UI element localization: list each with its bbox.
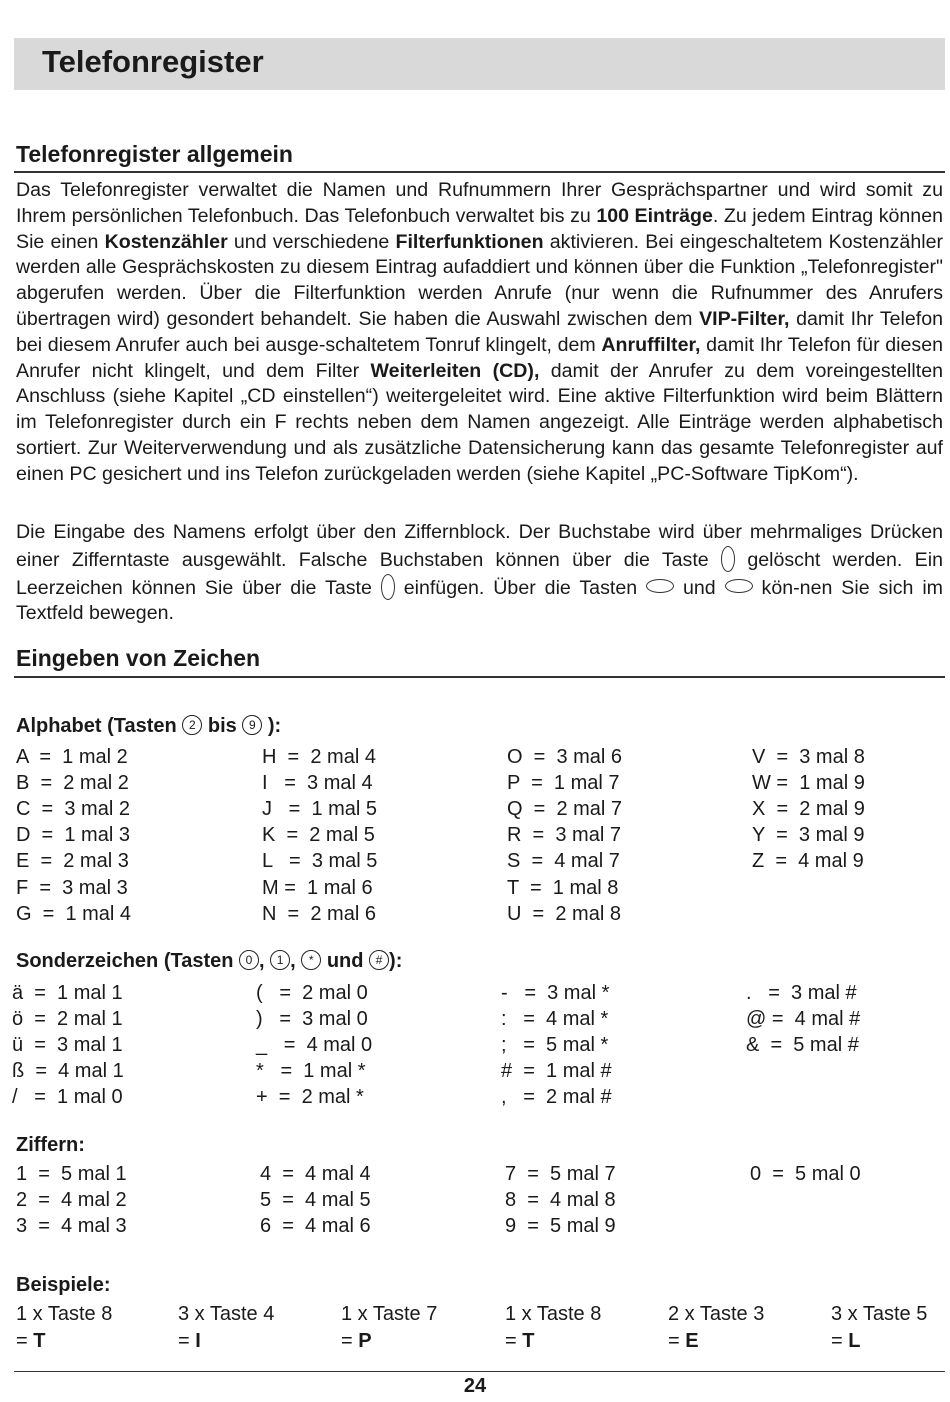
key-star-icon: *: [301, 950, 321, 970]
alphabet-label: Alphabet (Tasten 2 bis 9 ):: [16, 715, 282, 737]
example-item: [831, 1301, 927, 1355]
table-cell: - = 3 mal *: [501, 982, 610, 1004]
table-cell: . = 3 mal #: [746, 982, 857, 1004]
table-cell: I = 3 mal 4: [262, 772, 373, 795]
section-heading-input: Eingeben von Zeichen: [16, 645, 261, 671]
table-cell: U = 2 mal 8: [507, 902, 621, 925]
table-cell: Q = 2 mal 7: [507, 798, 623, 821]
example-keys: 1 x Taste 7: [341, 1303, 438, 1325]
text-run: und: [674, 576, 725, 599]
bold-text: 100 Einträge: [596, 204, 713, 227]
example-result: T: [33, 1330, 46, 1352]
equals-sign: =: [831, 1330, 849, 1352]
example-keys: 1 x Taste 8: [505, 1303, 602, 1325]
key-oval-icon: [721, 546, 735, 572]
example-item: [668, 1301, 764, 1355]
table-cell: V = 3 mal 8: [752, 746, 865, 768]
table-cell: + = 2 mal *: [256, 1086, 364, 1109]
table-cell: & = 5 mal #: [746, 1034, 859, 1057]
table-cell: D = 1 mal 3: [16, 824, 130, 847]
divider: [14, 676, 945, 678]
text-run: . Zu jedem Eintrag können Sie einen: [16, 204, 943, 253]
text-run: damit der Anrufer zu dem voreingestellten Anschluss (siehe Kapitel „CD einstellen“) weitergeleitet wird. Eine aktive Filterfunktion wird beim Blättern im Telefonregister durch ein F rechts neben dem Namen angezeigt. Alle Einträge werden alphabetisch sortiert. Zur Weiterverwendung und als zusätzliche Datensicherung kann das gesamte Telefonregister auf einen PC gesichert und ins Telefon zurückgeladen werden (siehe Kapitel „PC-Software TipKom“).: [16, 359, 943, 485]
table-cell: J = 1 mal 5: [262, 798, 378, 821]
text-run: aktivieren. Bei eingeschaltetem Kostenzähler werden alle Gesprächskosten zu diesem Eintrag aufaddiert und können über die Funktion „Telefonregister" abgerufen werden. Über die Filterfunktion werden Anrufe (nur wenn die Rufnummer des Anrufers übertragen wird) gesondert behandelt. Sie haben die Auswahl zwischen dem: [16, 230, 943, 330]
table-cell: ß = 4 mal 1: [12, 1060, 124, 1083]
text-run: damit Ihr Telefon für diesen Anrufer nicht klingelt, und dem Filter: [16, 333, 943, 382]
table-cell: ; = 5 mal *: [501, 1034, 609, 1057]
example-keys: 3 x Taste 5: [831, 1303, 928, 1325]
example-item: [178, 1301, 274, 1355]
table-cell: ü = 3 mal 1: [12, 1034, 123, 1057]
table-cell: L = 3 mal 5: [262, 850, 378, 873]
table-cell: N = 2 mal 6: [262, 902, 376, 925]
table-cell: 8 = 4 mal 8: [505, 1189, 616, 1212]
equals-sign: =: [178, 1330, 196, 1352]
text-run: kön-nen Sie sich im Textfeld bewegen.: [16, 576, 943, 625]
example-item: [505, 1301, 601, 1355]
table-cell: 9 = 5 mal 9: [505, 1215, 616, 1238]
key-hash-icon: #: [369, 950, 389, 970]
table-cell: K = 2 mal 5: [262, 824, 375, 847]
table-cell: W = 1 mal 9: [752, 772, 865, 795]
key-0-icon: 0: [239, 950, 259, 970]
key-oval-icon: [381, 574, 395, 600]
table-cell: * = 1 mal *: [256, 1060, 366, 1083]
key-1-icon: 1: [270, 950, 290, 970]
arrow-key-icon: [725, 579, 753, 593]
digits-label: Ziffern:: [16, 1134, 85, 1156]
table-cell: 5 = 4 mal 5: [260, 1189, 371, 1212]
example-result: I: [195, 1330, 201, 1352]
table-cell: E = 2 mal 3: [16, 850, 129, 873]
example-result: T: [522, 1330, 535, 1352]
page-number: 24: [463, 1375, 487, 1397]
example-result: E: [685, 1330, 699, 1352]
input-paragraph: [16, 520, 943, 627]
bold-text: VIP-Filter,: [699, 307, 790, 330]
special-label: Sonderzeichen (Tasten 0 , 1 , * und # ):: [16, 950, 403, 972]
table-cell: F = 3 mal 3: [16, 876, 128, 899]
bold-text: Weiterleiten (CD),: [370, 359, 540, 382]
text-run: und verschiedene: [227, 230, 396, 253]
table-cell: / = 1 mal 0: [12, 1086, 123, 1109]
table-cell: 7 = 5 mal 7: [505, 1163, 616, 1185]
table-cell: R = 3 mal 7: [507, 824, 621, 847]
table-cell: Y = 3 mal 9: [752, 824, 865, 847]
key-2-icon: 2: [182, 715, 202, 735]
example-keys: 1 x Taste 8: [16, 1303, 113, 1325]
table-cell: 2 = 4 mal 2: [16, 1189, 127, 1212]
text-run: damit Ihr Telefon bei diesem Anrufer auch bei ausge-schaltetem Tonruf klingelt, dem: [16, 307, 944, 356]
table-cell: @ = 4 mal #: [746, 1008, 861, 1031]
table-cell: 0 = 5 mal 0: [750, 1163, 861, 1185]
table-cell: H = 2 mal 4: [262, 746, 376, 768]
table-cell: M = 1 mal 6: [262, 876, 373, 899]
example-item: [341, 1301, 437, 1355]
text-run: gelöscht werden. Ein Leerzeichen können Sie über die Taste: [16, 548, 943, 599]
table-cell: ä = 1 mal 1: [12, 982, 123, 1004]
equals-sign: =: [16, 1330, 34, 1352]
table-cell: Z = 4 mal 9: [752, 850, 864, 873]
bold-text: Filterfunktionen: [395, 230, 544, 253]
bold-text: Anruffilter,: [601, 333, 701, 356]
section-heading-general: Telefonregister allgemein: [16, 141, 293, 167]
table-cell: 3 = 4 mal 3: [16, 1215, 127, 1238]
table-cell: : = 4 mal *: [501, 1008, 609, 1031]
table-cell: 1 = 5 mal 1: [16, 1163, 127, 1185]
table-cell: 4 = 4 mal 4: [260, 1163, 371, 1185]
table-cell: # = 1 mal #: [501, 1060, 612, 1083]
key-9-icon: 9: [242, 715, 262, 735]
bold-text: Kostenzähler: [104, 230, 228, 253]
table-cell: ö = 2 mal 1: [12, 1008, 123, 1031]
equals-sign: =: [668, 1330, 686, 1352]
arrow-key-icon: [646, 579, 674, 593]
table-cell: _ = 4 mal 0: [256, 1034, 373, 1057]
table-cell: 6 = 4 mal 6: [260, 1215, 371, 1238]
example-result: L: [848, 1330, 861, 1352]
text-run: einfügen. Über die Tasten: [394, 576, 647, 599]
table-cell: , = 2 mal #: [501, 1086, 612, 1109]
equals-sign: =: [505, 1330, 523, 1352]
example-result: P: [358, 1330, 372, 1352]
intro-paragraph: [16, 178, 943, 488]
examples-label: Beispiele:: [16, 1274, 111, 1296]
table-cell: S = 4 mal 7: [507, 850, 620, 873]
table-cell: A = 1 mal 2: [16, 746, 128, 768]
table-cell: P = 1 mal 7: [507, 772, 620, 795]
example-keys: 2 x Taste 3: [668, 1303, 765, 1325]
table-cell: O = 3 mal 6: [507, 746, 623, 768]
table-cell: T = 1 mal 8: [507, 876, 619, 899]
text-run: Die Eingabe des Namens erfolgt über den Ziffernblock. Der Buchstabe wird über mehrmaliges Drücken einer Zifferntaste ausgewählt. Falsche Buchstaben können über die Taste: [16, 521, 943, 571]
divider: [14, 171, 945, 173]
table-cell: G = 1 mal 4: [16, 902, 132, 925]
text-run: Das Telefonregister verwaltet die Namen und Rufnummern Ihrer Gesprächspartner und wird somit zu Ihrem persönlichen Telefonbuch. Das Telefonbuch verwaltet bis zu: [16, 179, 943, 227]
example-keys: 3 x Taste 4: [178, 1303, 275, 1325]
footer-divider: [14, 1371, 945, 1372]
page-title: Telefonregister: [42, 44, 264, 79]
table-cell: ) = 3 mal 0: [256, 1008, 368, 1031]
table-cell: B = 2 mal 2: [16, 772, 129, 795]
example-item: [16, 1301, 112, 1355]
table-cell: ( = 2 mal 0: [256, 982, 368, 1004]
equals-sign: =: [341, 1330, 359, 1352]
table-cell: C = 3 mal 2: [16, 798, 130, 821]
table-cell: X = 2 mal 9: [752, 798, 865, 821]
